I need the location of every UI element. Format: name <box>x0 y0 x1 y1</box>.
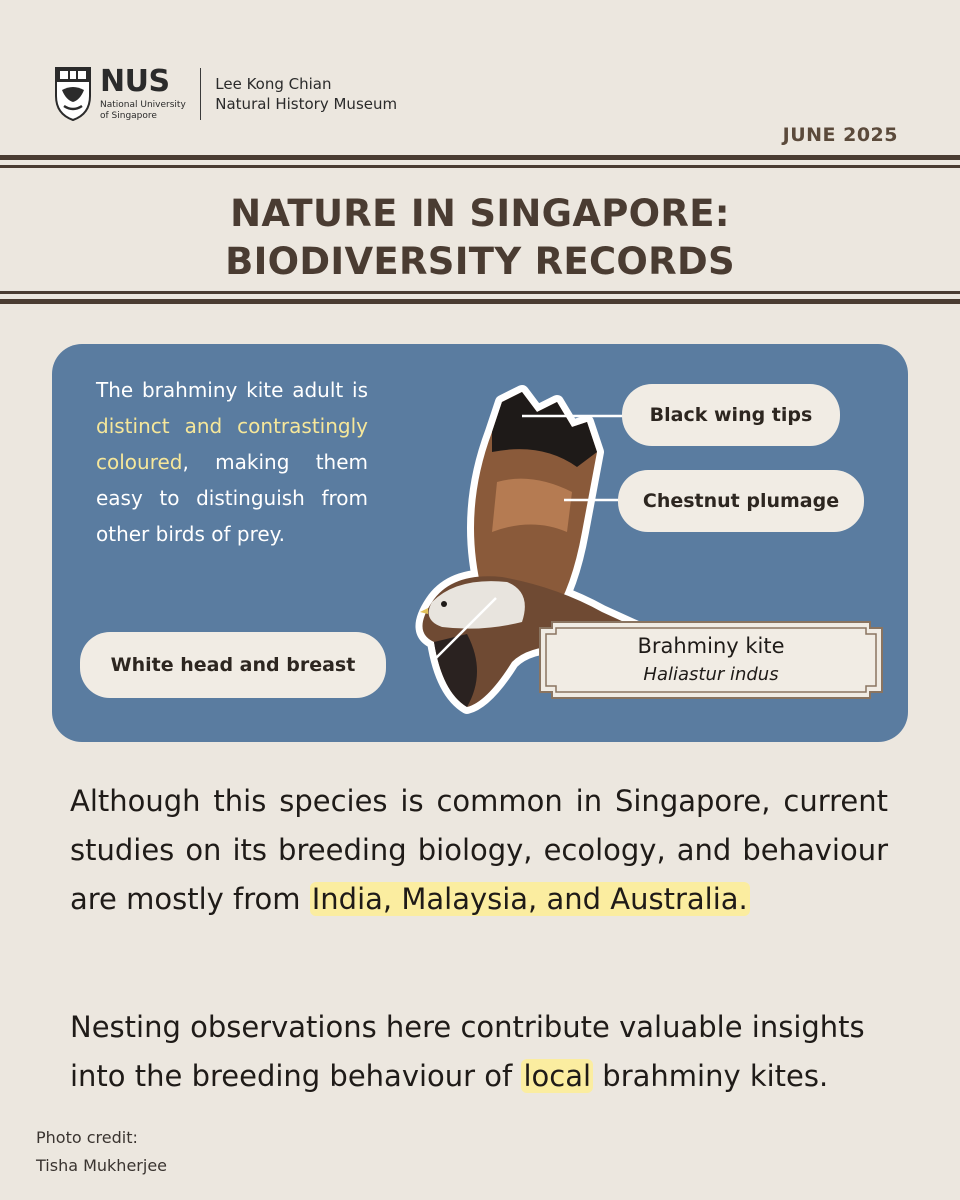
para2-text-1: Nesting observations here contribute valuable insights into the breeding behaviour of <box>70 1010 865 1093</box>
page-title <box>0 190 960 286</box>
species-frame-icon <box>538 620 884 700</box>
label-chestnut-plumage: Chestnut plumage <box>618 470 864 532</box>
logo-divider <box>200 68 202 120</box>
museum-line-1: Lee Kong Chian <box>215 74 332 93</box>
title-line-1: NATURE IN SINGAPORE: <box>230 192 730 235</box>
top-rule-thin <box>0 165 960 168</box>
species-common-name: Brahminy kite <box>637 634 785 658</box>
org-full-name <box>100 100 186 121</box>
intro-highlight: distinct and contrastingly coloured <box>96 414 368 474</box>
nus-crest-icon <box>54 66 92 122</box>
photo-credit-name: Tisha Mukherjee <box>36 1156 167 1175</box>
species-label <box>538 620 884 700</box>
label-black-wing-tips: Black wing tips <box>622 384 840 446</box>
top-rule-thick <box>0 155 960 160</box>
para2-highlight: local <box>523 1059 592 1093</box>
org-short: NUS <box>100 64 170 100</box>
label-white-head-breast: White head and breast <box>80 632 386 698</box>
org-line-2: of Singapore <box>100 110 157 121</box>
intro-text-2: , making them easy to distinguish from other birds of prey. <box>96 450 368 546</box>
species-latin-name: Haliastur indus <box>643 664 779 685</box>
photo-credit <box>36 1124 167 1180</box>
bottom-rule-thick <box>0 299 960 304</box>
issue-date: JUNE 2025 <box>782 124 898 146</box>
panel-intro-text <box>96 372 368 552</box>
para2-text-2: brahminy kites. <box>593 1059 829 1093</box>
para1-text: Although this species is common in Singapore, current studies on its breeding biology, ecology, and behaviour are mostly from <box>70 784 888 916</box>
intro-text-1: The brahminy kite adult is <box>96 378 368 402</box>
museum-line-2: Natural History Museum <box>215 95 398 113</box>
nus-wordmark <box>100 64 186 121</box>
org-line-1: National University <box>100 100 186 111</box>
title-line-2: BIODIVERSITY RECORDS <box>225 240 735 283</box>
body-paragraph-2 <box>70 1003 888 1101</box>
body-paragraph-1 <box>70 777 888 924</box>
nus-logo <box>54 66 397 122</box>
bottom-rule-thin <box>0 291 960 294</box>
photo-credit-label: Photo credit: <box>36 1128 138 1147</box>
museum-name <box>215 74 397 115</box>
para1-highlight: India, Malaysia, and Australia. <box>311 882 748 916</box>
info-panel <box>52 344 908 742</box>
